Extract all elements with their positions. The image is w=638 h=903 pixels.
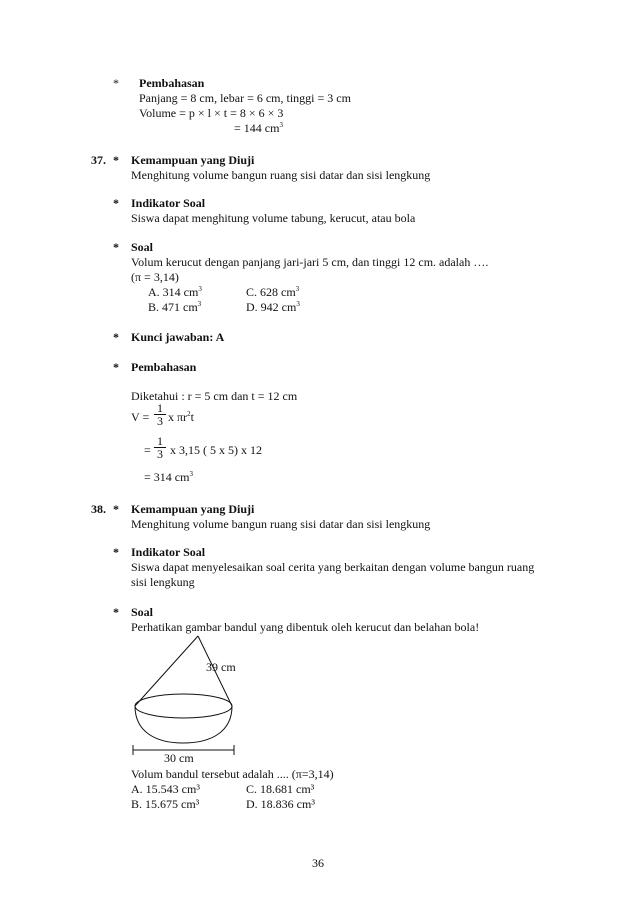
bullet: * [113,605,119,619]
fraction-one-third: $\frac{1}{3}$ [154,435,166,460]
indikator-heading: Indikator Soal [131,545,206,559]
formula-v-label: V = [131,410,150,424]
bullet: * [113,502,119,516]
question-text: Volum bandul tersebut adalah .... (π=3,14) [131,767,334,781]
calculation-result: = 314 $cm^3$ [144,470,193,484]
hemisphere-arc [135,706,232,743]
equals-sign: = [144,443,151,457]
cone-left-edge [135,636,198,706]
pembahasan-heading: Pembahasan [131,360,197,374]
kemampuan-text: Menghitung volume bangun ruang sisi datar dan sisi lengkung [131,517,431,531]
pembahasan-line: Volume = p × l × t = 8 × 6 × 3 [139,106,284,120]
fraction-one-third: $\frac{1}{3}$ [154,402,166,427]
option-b: B. 15.675 cm³ [131,797,200,811]
bullet: * [113,360,119,374]
kemampuan-heading: Kemampuan yang Diuji [131,502,255,516]
formula-volume-cone: x $\pi r^2t$ [168,410,194,424]
bullet: * [113,545,119,559]
soal-text: Volum kerucut dengan panjang jari-jari 5 cm, dan tinggi 12 cm. adalah …. [131,255,489,269]
pembahasan-line: Panjang = 8 cm, lebar = 6 cm, tinggi = 3 cm [139,91,351,105]
indikator-text: Siswa dapat menyelesaikan soal cerita yang berkaitan dengan volume bangun ruang [131,560,535,574]
question-number: 38. [91,502,106,516]
indikator-heading: Indikator Soal [131,196,206,210]
ellipse-back [135,694,232,706]
diketahui-text: Diketahui : r = 5 cm dan t = 12 cm [131,389,298,403]
indikator-text: Siswa dapat menghitung volume tabung, kerucut, atau bola [131,211,416,225]
pembahasan-result: = 144 $cm^3$ [234,121,283,135]
calculation-step: x 3,15 ( 5 x 5) x 12 [170,443,262,457]
bullet: * [113,240,119,254]
bullet: * [113,76,119,90]
option-b: B. 471 $cm^3$ [148,300,202,314]
soal-text: Perhatikan gambar bandul yang dibentuk oleh kerucut dan belahan bola! [131,620,480,634]
page-number: 36 [312,856,324,870]
kunci-jawaban: Kunci jawaban: A [131,330,225,344]
pendulum-figure [126,632,250,760]
diameter-label: 30 cm [164,751,194,765]
kemampuan-heading: Kemampuan yang Diuji [131,153,255,167]
option-c: C. 628 $cm^3$ [246,285,300,299]
soal-heading: Soal [131,605,154,619]
option-a: A. 15.543 cm³ [131,782,200,796]
kemampuan-text: Menghitung volume bangun ruang sisi datar dan sisi lengkung [131,168,431,182]
option-a: A. 314 $cm^3$ [148,285,202,299]
option-d: D. 942 $cm^3$ [246,300,300,314]
bullet: * [113,330,119,344]
pi-note: (π = 3,14) [131,270,179,284]
indikator-text: sisi lengkung [131,575,195,589]
option-c: C. 18.681 cm³ [246,782,315,796]
slant-height-label: 39 cm [206,660,236,674]
ellipse-front [135,706,232,718]
question-number: 37. [91,153,106,167]
bullet: * [113,196,119,210]
soal-heading: Soal [131,240,154,254]
pembahasan-heading: Pembahasan [139,76,205,90]
option-d: D. 18.836 cm³ [246,797,315,811]
bullet: * [113,153,119,167]
